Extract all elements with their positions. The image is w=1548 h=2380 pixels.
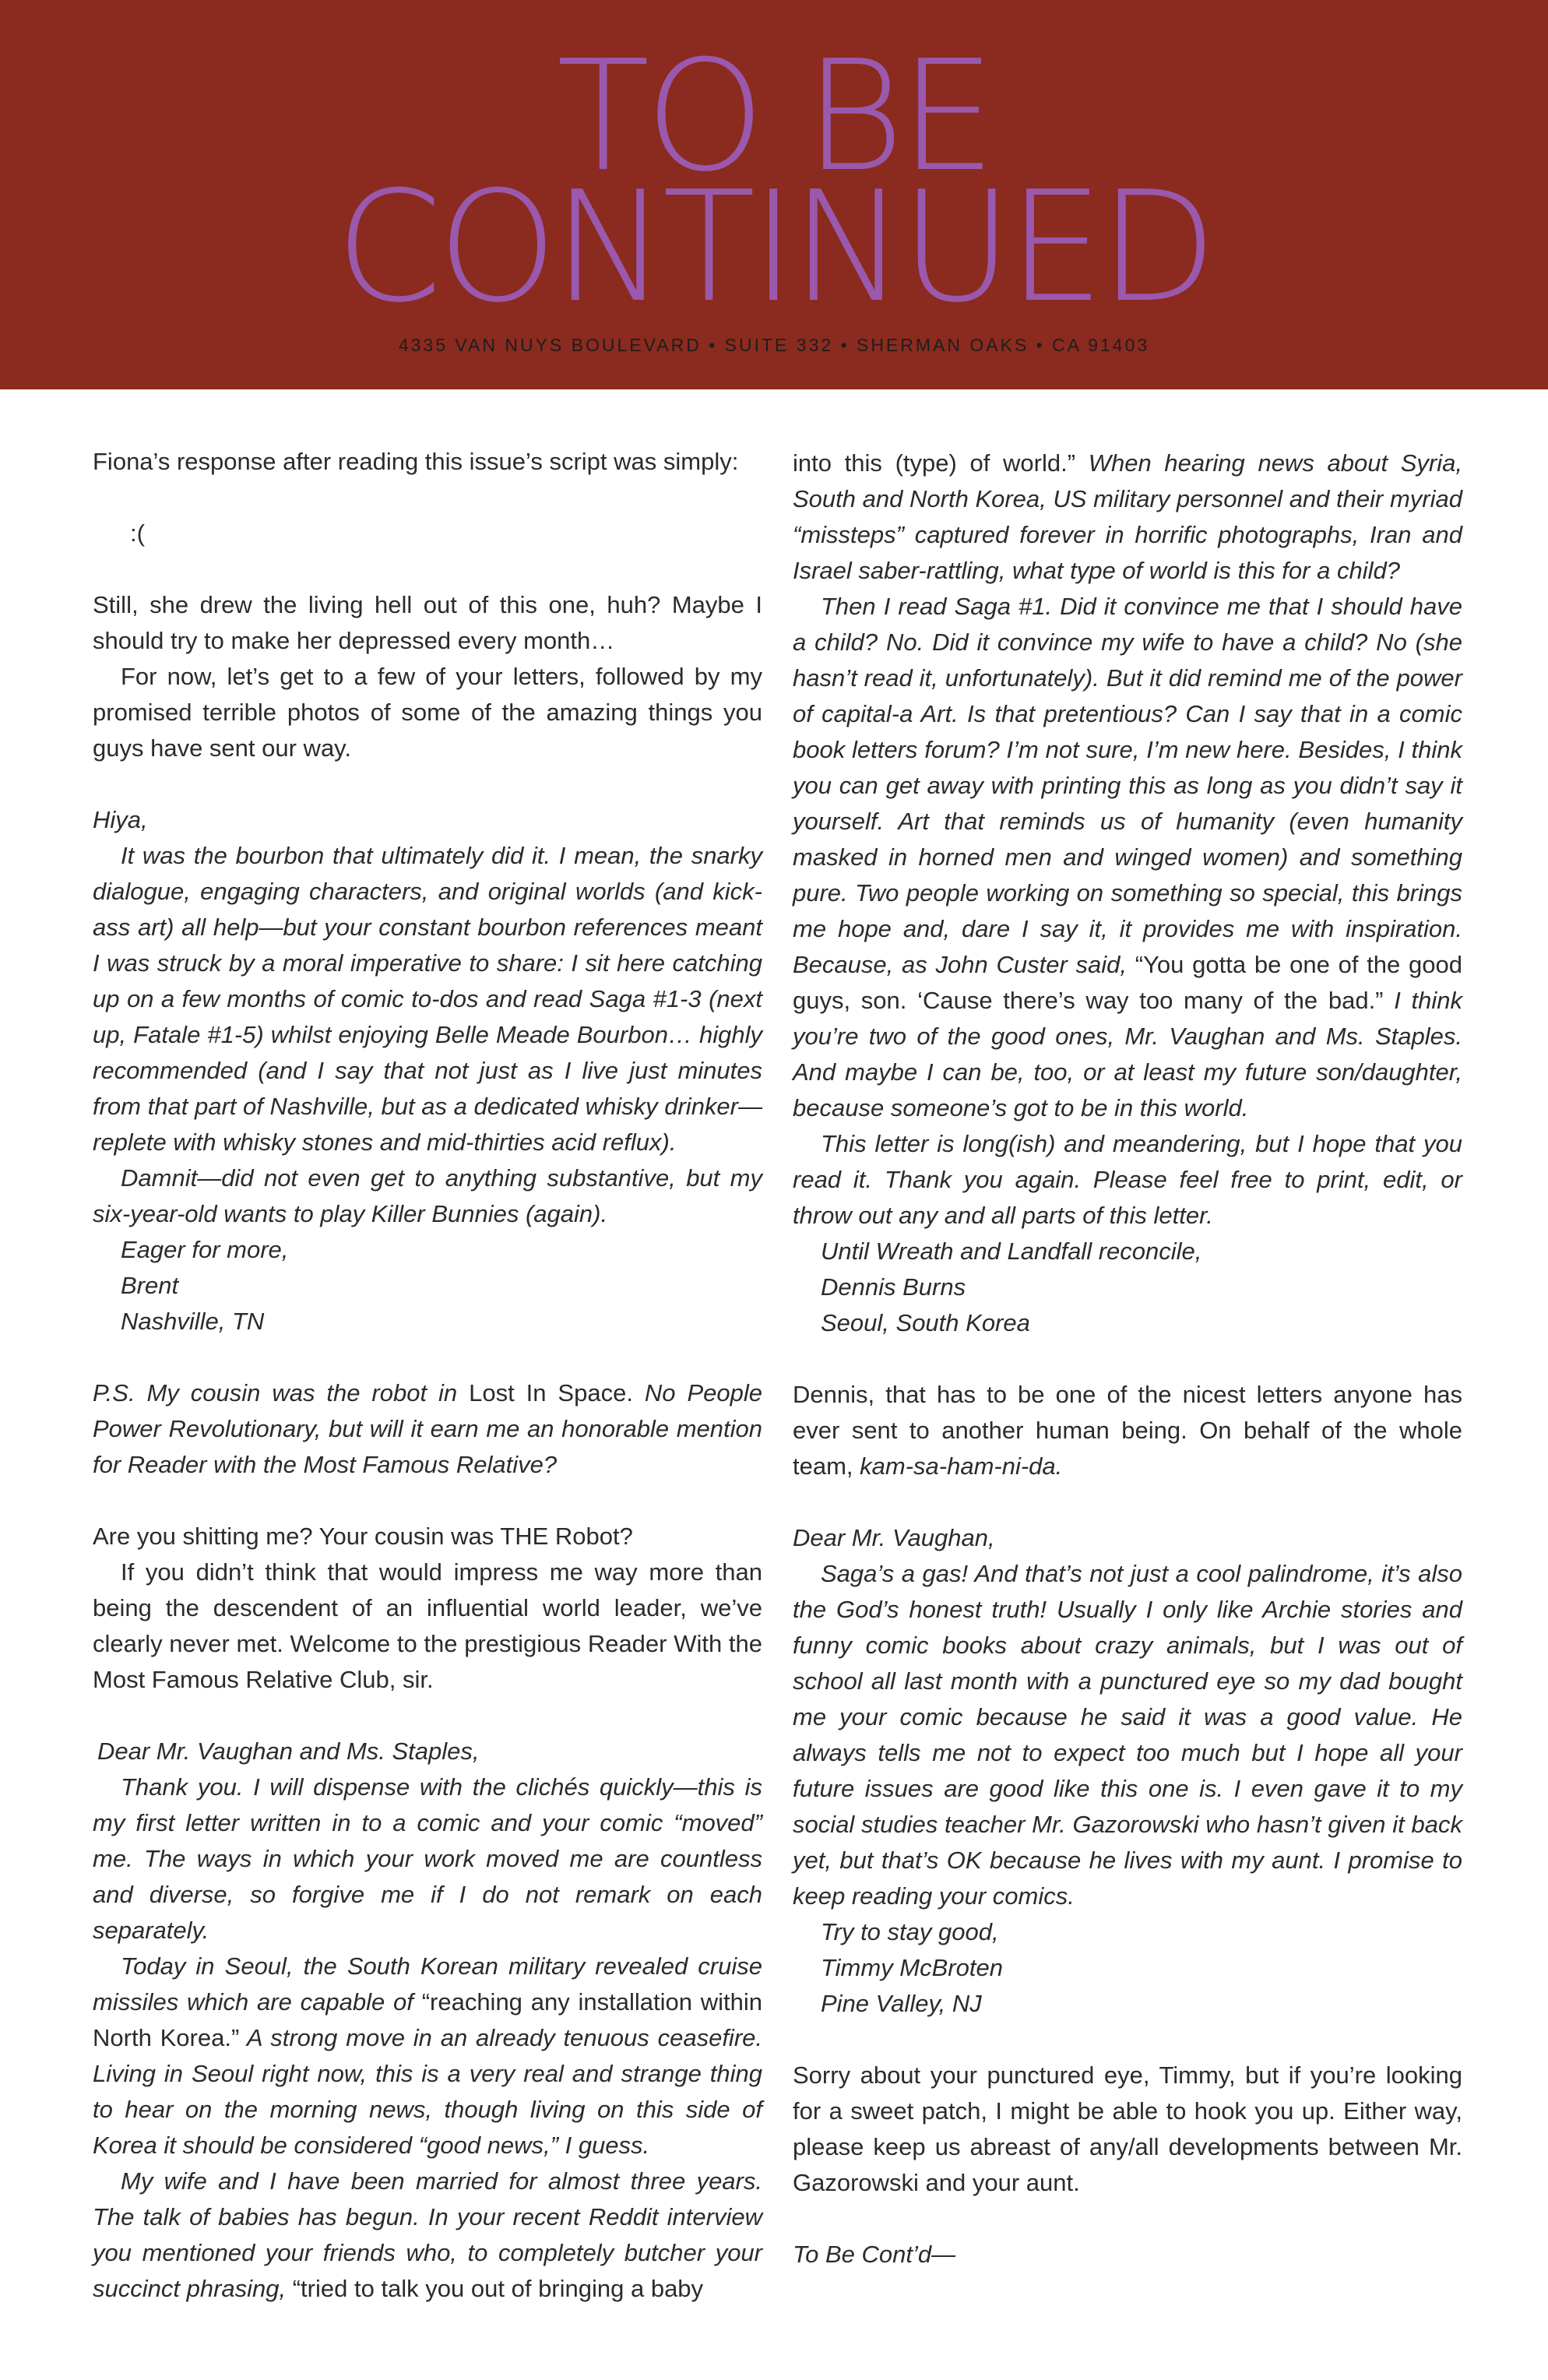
- reply2-korean: kam-sa-ham-ni-da.: [860, 1452, 1063, 1480]
- letter1-greeting: Hiya,: [93, 806, 148, 833]
- left-column: [93, 444, 762, 2307]
- letter1-signature: Brent: [121, 1272, 179, 1299]
- letter1-location: Nashville, TN: [121, 1308, 265, 1335]
- letter3-closing: Try to stay good,: [821, 1918, 999, 1945]
- letter3-greeting: Dear Mr. Vaughan,: [793, 1524, 995, 1551]
- title-line-2: CONTINUED: [335, 159, 1213, 336]
- p2-part-a: Then I read Saga #1. Did it convince me that I should have a child? No. Did it convince my wife to have a child? No (she hasn’t read it, unfortunately). But it did remind me of the power of capital-a Art. Is that pretentious? Can I say that in a comic book letters forum? I’m not sure, I’m new here. Besides, I think you can get away with printing this as long as you didn’t say it yourself. Art that reminds us of humanity (even humanity masked in horned men and winged women) and something pure. Two people working on something so special, this brings me hope and, dare I say it, it provides me with inspiration. Because, as John Custer said,: [793, 593, 1462, 978]
- title-line-1: TO BE: [556, 28, 992, 206]
- letter3-paragraph-1: Saga’s a gas! And that’s not just a cool palindrome, it’s also the God’s honest truth! Usually I only like Archie stories and funny comic books about crazy animals, but I was out of school all last month with a punctured eye so my dad bought me your comic because he said it was a good value. He always tells me not to expect too much but I hope all your future issues are good like this one is. I even gave it to my social studies teacher Mr. Gazorowski who hasn’t given it back yet, but that’s OK because he lives with my aunt. I promise to keep reading your comics.: [793, 1560, 1462, 1910]
- ps-part-2: No People Power Revolutionary, but will it earn me an honorable mention for Reader with the Most Famous Relative?: [93, 1379, 762, 1478]
- masthead: [0, 0, 1548, 389]
- letter2-continued-paragraph-2: [793, 589, 1462, 1126]
- sign-off: To Be Cont’d—: [793, 2241, 956, 2268]
- reply3-paragraph: Sorry about your punctured eye, Timmy, but if you’re looking for a sweet patch, I might be able to hook you up. Either way, please keep us abreast of any/all developments between Mr. Gazorowski and your aunt.: [793, 2061, 1462, 2196]
- intro-text: Fiona’s response after reading this issue’s script was simply:: [93, 448, 739, 475]
- letter2-paragraph-1: Thank you. I will dispense with the clichés quickly—this is my first letter written in to a comic and your comic “moved” me. The ways in which your work moved me are countless and diverse, so forgive me if I do not remark on each separately.: [93, 1773, 762, 1944]
- emoticon: :(: [130, 519, 145, 547]
- letter2-closing: Until Wreath and Landfall reconcile,: [821, 1238, 1202, 1265]
- letter2-greeting: Dear Mr. Vaughan and Ms. Staples,: [97, 1737, 480, 1765]
- ps-show-title: Lost In Space.: [469, 1379, 633, 1407]
- letter3-signature: Timmy McBroten: [821, 1954, 1003, 1981]
- reply1-paragraph-2: If you didn’t think that would impress me way more than being the descendent of an influential world leader, we’ve clearly never met. Welcome to the prestigious Reader With the Most Famous Relative Club, sir.: [93, 1558, 762, 1693]
- cont-text: When hearing news about Syria, South and North Korea, US military personnel and their myriad “missteps” captured forever in horrific photographs, Iran and Israel saber-rattling, what type of world is this for a child?: [793, 449, 1462, 584]
- letter2-signature: Dennis Burns: [821, 1273, 966, 1301]
- reply1-paragraph-1: Are you shitting me? Your cousin was THE Robot?: [93, 1523, 633, 1550]
- letter2-paragraph-3: [93, 2163, 762, 2307]
- p2-part-c: I think you’re two of the good ones, Mr. Vaughan and Ms. Staples. And maybe I can be, too, or at least my future son/daughter, because someone’s got to be in this world.: [793, 987, 1462, 1121]
- intro-paragraph-2: Still, she drew the living hell out of this one, huh? Maybe I should try to make her depressed every month…: [93, 591, 762, 654]
- letter1-paragraph-1: It was the bourbon that ultimately did it. I mean, the snarky dialogue, engaging characters, and original worlds (and kick-ass art) all help—but your constant bourbon references meant I was struck by a moral imperative to share: I sit here catching up on a few months of comic to-dos and read Saga #1-3 (next up, Fatale #1-5) whilst enjoying Belle Meade Bourbon… highly recommended (and I say that not just as I live just minutes from that part of Nashville, but as a dedicated whisky drinker— replete with whisky stones and mid-thirties acid reflux).: [93, 842, 762, 1156]
- mailing-address: 4335 VAN NUYS BOULEVARD • SUITE 332 • SHERMAN OAKS • CA 91403: [398, 335, 1150, 355]
- letter2-continued-paragraph-3: This letter is long(ish) and meandering, but I hope that you read it. Thank you again. Please feel free to print, edit, or throw out any and all parts of this letter.: [793, 1130, 1462, 1229]
- letter1-postscript: [93, 1375, 762, 1483]
- letter1-closing: Eager for more,: [121, 1236, 289, 1263]
- letter2-continued-paragraph-1: [793, 445, 1462, 589]
- letter1-paragraph-2: Damnit—did not even get to anything substantive, but my six-year-old wants to play Killer Bunnies (again).: [93, 1164, 762, 1227]
- reply2-text: Dennis, that has to be one of the nicest letters anyone has ever sent to another human being. On behalf of the whole team,: [793, 1381, 1462, 1480]
- p3-quote: “tried to talk you out of bringing a baby: [292, 2275, 704, 2302]
- p2-part-a: Today in Seoul, the South Korean military revealed cruise missiles which are capable of: [93, 1952, 762, 2016]
- p3-part-a: My wife and I have been married for almost three years. The talk of babies has begun. In your recent Reddit interview you mentioned your friends who, to completely butcher your succinct phrasing,: [93, 2167, 762, 2302]
- right-column: [793, 445, 1462, 2273]
- reply2-paragraph: [793, 1377, 1462, 1484]
- letter2-location: Seoul, South Korea: [821, 1309, 1030, 1336]
- cont-quote: into this (type) of world.”: [793, 449, 1076, 477]
- p2-part-c: A strong move in an already tenuous ceasefire. Living in Seoul right now, this is a very real and strange thing to hear on the morning news, though living on this side of Korea it should be considered “good news,” I guess.: [93, 2024, 762, 2159]
- intro-paragraph-3: For now, let’s get to a few of your letters, followed by my promised terrible photos of some of the amazing things you guys have sent our way.: [93, 663, 762, 762]
- letter3-location: Pine Valley, NJ: [821, 1990, 982, 2017]
- ps-part-1: P.S. My cousin was the robot in: [93, 1379, 470, 1407]
- p2-quote: “reaching any installation within North Korea.”: [93, 1988, 763, 2051]
- letter2-paragraph-2: [93, 1949, 762, 2163]
- custer-quote: “You gotta be one of the good guys, son. ‘Cause there’s way too many of the bad.”: [793, 951, 1462, 1014]
